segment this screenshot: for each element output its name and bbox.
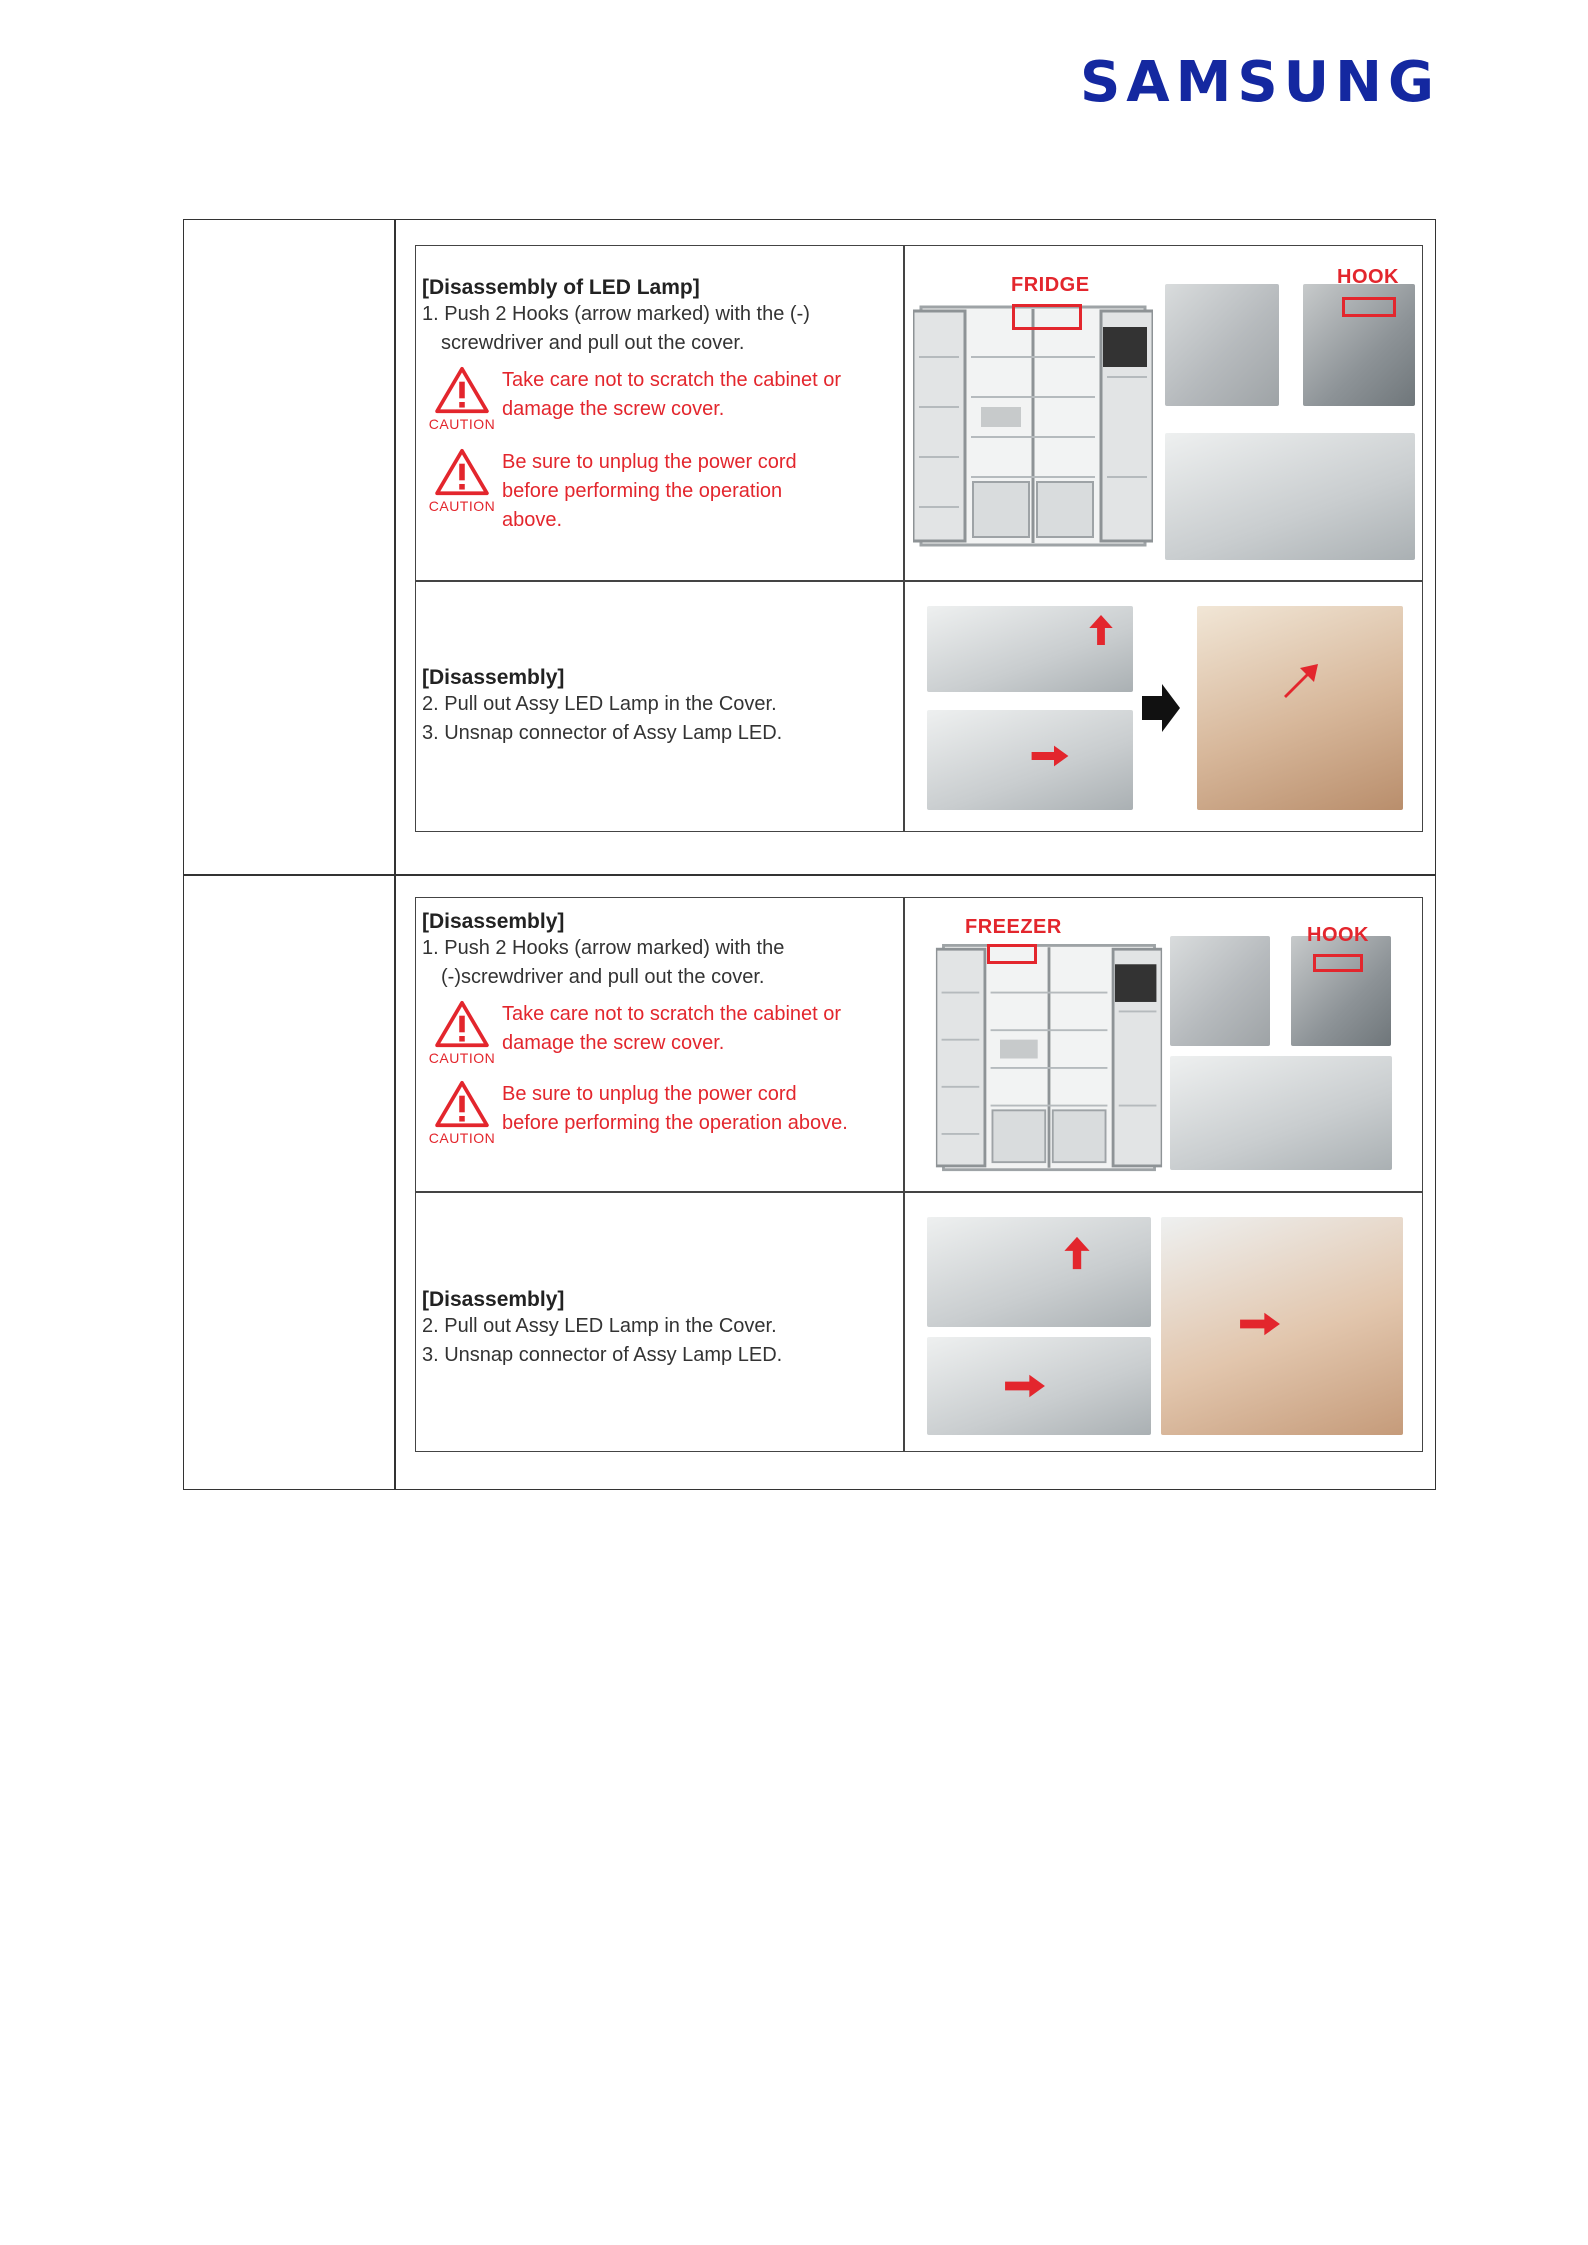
red-arrow-icon — [1237, 1311, 1283, 1337]
section-heading: [Disassembly] — [422, 1288, 565, 1311]
section-heading: [Disassembly of LED Lamp] — [422, 276, 700, 299]
cover-removed-photo — [1170, 1056, 1392, 1170]
red-arrow-icon — [1003, 1373, 1047, 1399]
caution-label: CAUTION — [428, 498, 496, 514]
freezer-lamp-images — [905, 1193, 1422, 1451]
fridge-led-highlight — [1012, 304, 1082, 330]
freezer-label: FREEZER — [965, 916, 1062, 938]
red-arrow-icon — [1030, 744, 1070, 768]
row-divider — [184, 874, 1435, 876]
caution-icon — [434, 1000, 490, 1048]
caution-icon — [434, 1080, 490, 1128]
hook-label: HOOK — [1307, 924, 1369, 946]
step-3: 3. Unsnap connector of Assy Lamp LED. — [422, 722, 783, 744]
red-arrow-icon — [1063, 1233, 1091, 1273]
freezer-cover-photo — [1170, 936, 1270, 1046]
hook-photo — [1291, 936, 1391, 1046]
procedure-table — [183, 219, 1436, 1490]
column-divider — [394, 220, 396, 1489]
freezer-disassembly-steps — [422, 1288, 900, 1370]
section-fridge — [415, 245, 1423, 832]
caution-block-scratch — [422, 1000, 900, 1066]
freezer-images — [905, 898, 1422, 1190]
hook-label: HOOK — [1337, 266, 1399, 288]
samsung-logo: SAMSUNG — [1079, 49, 1440, 115]
step-1-line-1: 1. Push 2 Hooks (arrow marked) with the — [422, 937, 785, 959]
fridge-cover-photo — [1165, 284, 1279, 406]
step-1-line-1: 1. Push 2 Hooks (arrow marked) with the (-) — [422, 303, 810, 325]
red-arrow-icon — [1088, 612, 1114, 648]
section-heading: [Disassembly] — [422, 910, 565, 933]
caution-text: Take care not to scratch the cabinet or — [502, 369, 842, 391]
caution-text: Be sure to unplug the power cord — [502, 451, 797, 473]
step-1-line-2: (-)screwdriver and pull out the cover. — [441, 966, 765, 988]
caution-block-unplug — [422, 1080, 900, 1146]
caution-text: Be sure to unplug the power cord — [502, 1083, 797, 1105]
section-freezer — [415, 897, 1423, 1452]
caution-block-scratch — [422, 366, 900, 432]
fridge-photo — [913, 296, 1153, 558]
connector-photo — [1197, 606, 1403, 810]
caution-text: above. — [502, 509, 563, 531]
fridge-label: FRIDGE — [1011, 274, 1090, 296]
fridge-images — [905, 246, 1422, 579]
caution-text: Take care not to scratch the cabinet or — [502, 1003, 842, 1025]
caution-icon — [434, 448, 490, 496]
lamp-pull-photo-1 — [927, 1217, 1151, 1327]
caution-text: damage the screw cover. — [502, 398, 725, 420]
hook-highlight — [1342, 297, 1396, 317]
caution-label: CAUTION — [428, 1050, 496, 1066]
fridge-instructions — [422, 276, 900, 535]
section-heading: [Disassembly] — [422, 666, 565, 689]
freezer-led-highlight — [987, 944, 1037, 964]
hook-highlight — [1313, 954, 1363, 972]
step-3: 3. Unsnap connector of Assy Lamp LED. — [422, 1344, 783, 1366]
freezer-instructions — [422, 910, 900, 1146]
freezer-photo — [935, 936, 1163, 1181]
fridge-lamp-images — [905, 582, 1422, 831]
caution-label: CAUTION — [428, 1130, 496, 1146]
caution-text: before performing the operation above. — [502, 1112, 848, 1134]
next-step-arrow-icon — [1140, 682, 1182, 734]
step-2: 2. Pull out Assy LED Lamp in the Cover. — [422, 693, 777, 715]
caution-label: CAUTION — [428, 416, 496, 432]
red-arrow-icon — [1280, 662, 1320, 702]
cover-removed-photo — [1165, 433, 1415, 560]
caution-text: before performing the operation — [502, 480, 783, 502]
caution-block-unplug — [422, 448, 900, 535]
fridge-disassembly-steps — [422, 666, 900, 748]
step-1-line-2: screwdriver and pull out the cover. — [441, 332, 745, 354]
caution-icon — [434, 366, 490, 414]
caution-text: damage the screw cover. — [502, 1032, 725, 1054]
step-2: 2. Pull out Assy LED Lamp in the Cover. — [422, 1315, 777, 1337]
